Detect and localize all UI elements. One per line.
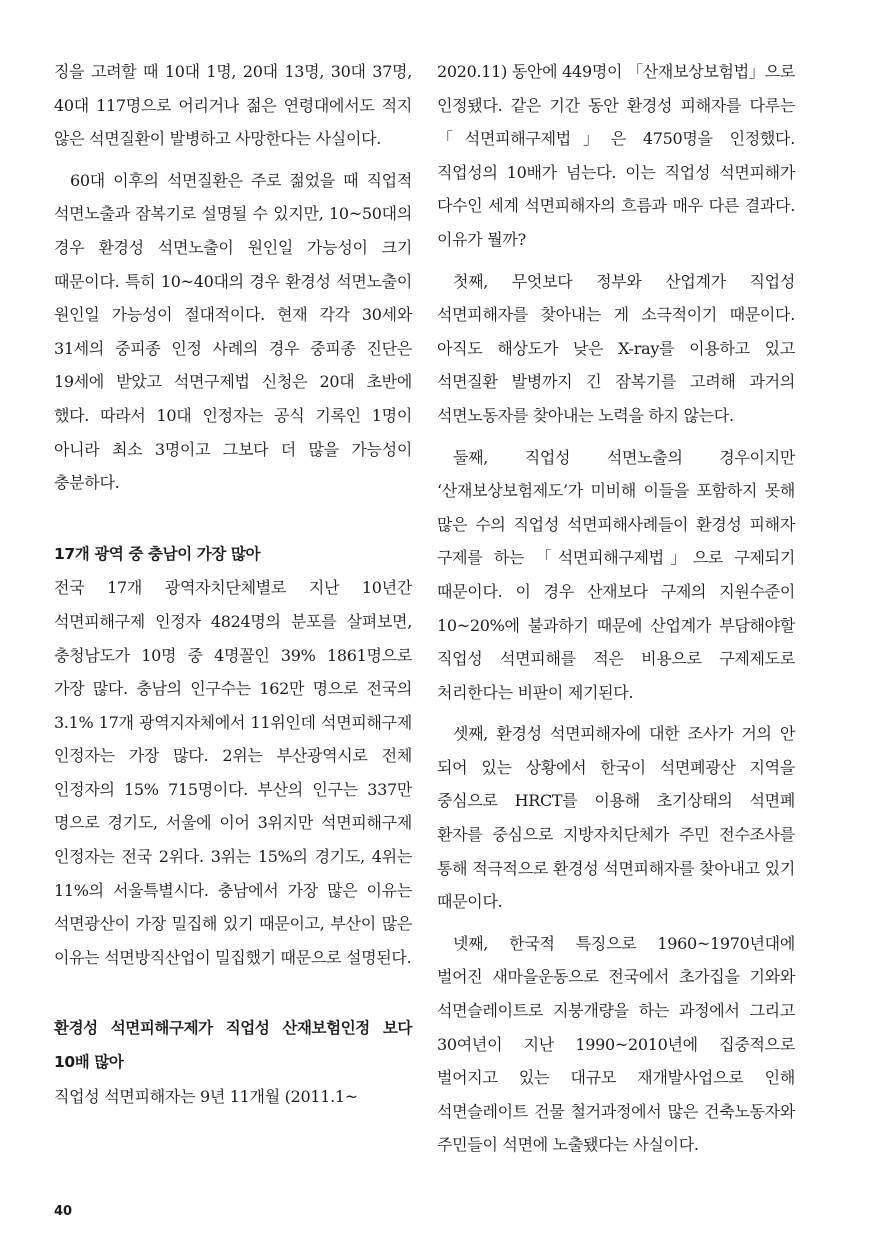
page-number: 40 [54,1204,73,1219]
body-paragraph: 직업성 석면피해자는 9년 11개월 (2011.1~ [54,1086,358,1106]
body-paragraph: 둘째, 직업성 석면노출의 경우이지만 ‘산재보상보험제도’가 미비해 이들을 포함하지 못해 많은 수의 직업성 석면피해사례들이 환경성 피해자 구제를 하는 「석면피해구제법」으로 구제되기 때문이다. 이 경우 산재보다 구제의 지원수준이 10~20%에 불과하기 때문에 산업계가 부담해야할 직업성 석면피해를 적은 비용으로 구제제도로 처리한다는 비판이 제기된다. [437,447,795,702]
right-column [437,55,795,1170]
body-paragraph: 징을 고려할 때 10대 1명, 20대 13명, 30대 37명, 40대 117명으로 어리거나 젊은 연령대에서도 적지 않은 석면질환이 발병하고 사망한다는 사실이다. [54,62,412,149]
body-paragraph: 2020.11) 동안에 449명이 「산재보상보험법」으로 인정됐다. 같은 기간 동안 환경성 피해자를 다루는 「석면피해구제법」은 4750명을 인정했다. 직업성의 10배가 넘는다. 이는 직업성 석면피해가 다수인 세계 석면피해자의 흐름과 매우 다른 결과다. 이유가 뭘까? [437,62,795,249]
body-paragraph: 첫째, 무엇보다 정부와 산업계가 직업성 석면피해자를 찾아내는 게 소극적이기 때문이다. 아직도 해상도가 낮은 X-ray를 이용하고 있고 석면질환 발병까지 긴 잠복기를 고려해 과거의 석면노동자를 찾아내는 노력을 하지 않는다. [437,271,795,425]
section-heading: 환경성 석면피해구제가 직업성 산재보험인정 보다 10배 많아 [54,1019,412,1072]
left-column [54,55,412,1121]
body-paragraph: 넷째, 한국적 특징으로 1960~1970년대에 벌어진 새마을운동으로 전국에서 초가집을 기와와 석면슬레이트로 지붕개량을 하는 과정에서 그리고 30여년이 지난 1990~2010년에 집중적으로 벌어지고 있는 대규모 재개발사업으로 인해 석면슬레이트 건물 철거과정에서 많은 건축노동자와 주민들이 석면에 노출됐다는 사실이다. [437,933,795,1155]
body-paragraph: 셋째, 환경성 석면피해자에 대한 조사가 거의 안 되어 있는 상황에서 한국이 석면폐광산 지역을 중심으로 HRCT를 이용해 초기상태의 석면폐 환자를 중심으로 지방자치단체가 주민 전수조사를 통해 적극적으로 환경성 석면피해자를 찾아내고 있기 때문이다. [437,724,795,912]
body-paragraph: 60대 이후의 석면질환은 주로 젊었을 때 직업적 석면노출과 잠복기로 설명될 수 있지만, 10~50대의 경우 환경성 석면노출이 원인일 가능성이 크기 때문이다. 특히 10~40대의 경우 환경성 석면노출이 원인일 가능성이 절대적이다. 현재 각각 30세와 31세의 중피종 인정 사례의 경우 중피종 진단은 19세에 받았고 석면구제법 신청은 20대 초반에 했다. 따라서 10대 인정자는 공식 기록인 1명이 아니라 최소 3명이고 그보다 더 많을 가능성이 충분하다. [54,170,412,493]
section-heading: 17개 광역 중 충남이 가장 많아 [54,544,261,563]
body-paragraph: 전국 17개 광역자치단체별로 지난 10년간 석면피해구제 인정자 4824명의 분포를 살펴보면, 충청남도가 10명 중 4명꼴인 39% 1861명으로 가장 많다. 충남의 인구수는 162만 명으로 전국의 3.1% 17개 광역지자체에서 11위인데 석면피해구제 인정자는 가장 많다. 2위는 부산광역시로 전체 인정자의 15% 715명이다. 부산의 인구는 337만 명으로 경기도, 서울에 이어 3위지만 석면피해구제 인정자는 전국 2위다. 3위는 15%의 경기도, 4위는 11%의 서울특별시다. 충남에서 가장 많은 이유는 석면광산이 가장 밀집해 있기 때문이고, 부산이 많은 이유는 석면방직산업이 밀집했기 때문으로 설명된다. [54,578,412,967]
